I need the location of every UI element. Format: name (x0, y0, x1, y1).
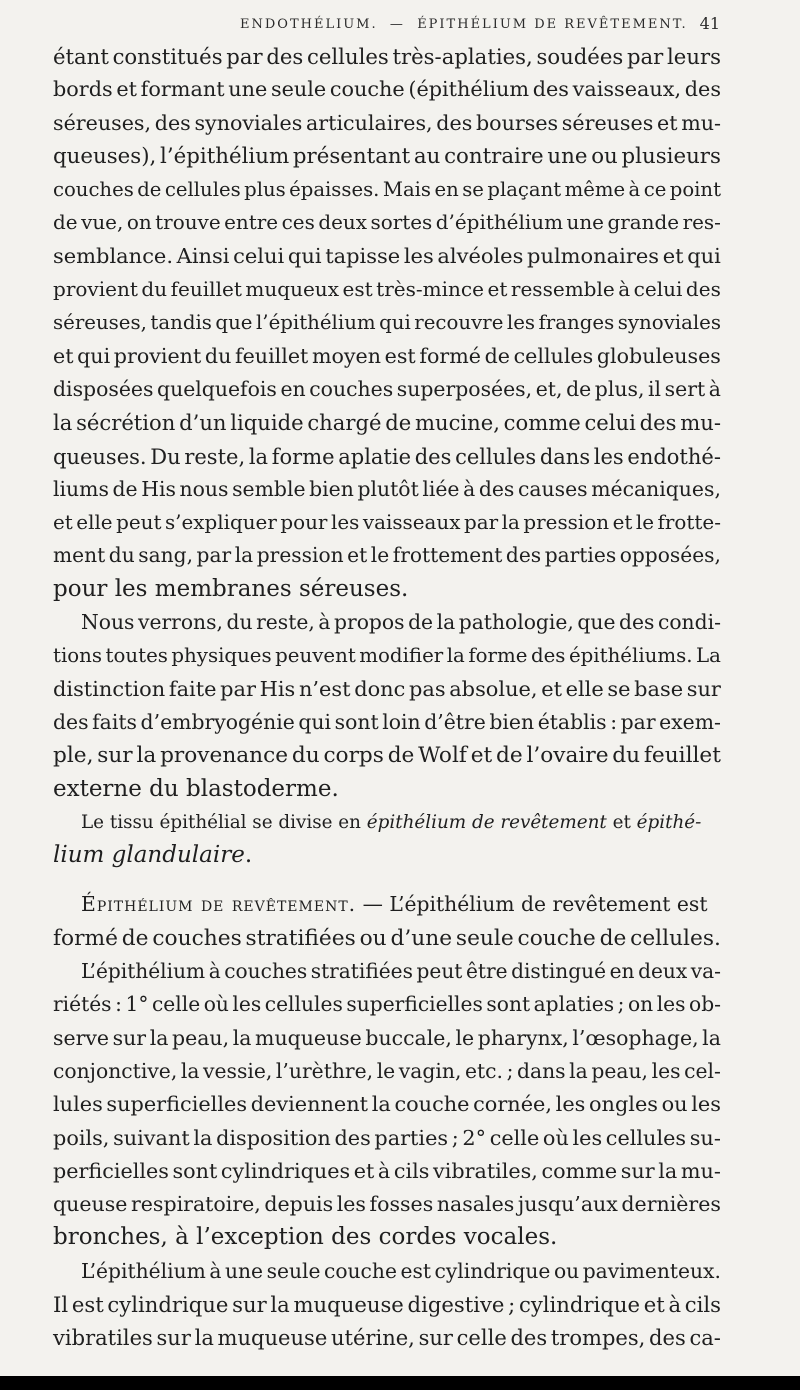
text-line: provient du feuillet muqueux est très-mince et ressemble à celui des (53, 277, 721, 302)
text-line: semblance. Ainsi celui qui tapisse les alvéoles pulmonaires et qui (53, 243, 721, 268)
text-line: et qui provient du feuillet moyen est formé de cellules globuleuses (53, 343, 721, 368)
text-line: bords et formant une seule couche (épithélium des vaisseaux, des (53, 77, 721, 102)
text-line: distinction faite par His n’est donc pas absolue, et elle se base sur (53, 676, 721, 701)
text-line: liums de His nous semble bien plutôt liée à des causes mécaniques, (53, 476, 721, 501)
text-line: de vue, on trouve entre ces deux sortes d’épithélium une grande res- (53, 210, 721, 235)
text-line: ment du sang, par la pression et le frottement des parties opposées, (53, 543, 721, 568)
text-line: la sécrétion d’un liquide chargé de mucine, comme celui des mu- (53, 410, 721, 436)
text-line: vibratiles sur la muqueuse utérine, sur celle des trompes, des ca- (53, 1325, 721, 1351)
text-line: L’épithélium à une seule couche est cylindrique ou pavimenteux. (81, 1258, 721, 1283)
text-line: des faits d’embryogénie qui sont loin d’être bien établis : par exem- (53, 709, 721, 734)
text-line: lules superficielles deviennent la couche cornée, les ongles ou les (53, 1092, 721, 1117)
text-line: séreuses, des synoviales articulaires, des bourses séreuses et mu- (53, 110, 721, 135)
running-head-left: ENDOTHÉLIUM. (240, 17, 378, 32)
text-line: ple, sur la provenance du corps de Wolf et de l’ovaire du feuillet (53, 743, 721, 769)
text-line: étant constitués par des cellules très-aplaties, soudées par leurs (53, 44, 721, 69)
division-paragraph-line: Le tissu épithélial se divise en épithélium de revêtement et épithé- (53, 806, 721, 839)
term-revetement: épithélium de revêtement (366, 811, 607, 833)
running-head-title: ÉPITHÉLIUM DE REVÊTEMENT. (417, 17, 688, 32)
term-glandulaire-part2: lium glandulaire (53, 842, 245, 869)
text-line: perficielles sont cylindriques et à cils vibratiles, comme sur la mu- (53, 1158, 721, 1183)
text-line: disposées quelquefois en couches superposées, et, de plus, il sert à (53, 376, 721, 401)
section-title: Épithélium de revêtement. (81, 892, 357, 917)
section-heading-line (53, 888, 721, 921)
section-dash: — (362, 892, 383, 917)
term-glandulaire-part1: épithé- (636, 811, 702, 833)
text-line: externe du blastoderme. (53, 775, 339, 802)
text-line: Nous verrons, du reste, à propos de la pathologie, que des condi- (81, 610, 721, 635)
text-line: queuses), l’épithélium présentant au contraire une ou plusieurs (53, 143, 721, 169)
running-head-text (240, 17, 688, 33)
scan-bottom-edge (0, 1376, 800, 1390)
text-line: queuse respiratoire, depuis les fosses nasales jusqu’aux dernières (53, 1192, 721, 1217)
section-first-text: L’épithélium de revêtement est (389, 892, 708, 917)
text-line: conjonctive, la vessie, l’urèthre, le vagin, etc. ; dans la peau, les cel- (53, 1058, 721, 1083)
text-line: pour les membranes séreuses. (53, 575, 409, 602)
running-head (240, 14, 720, 33)
text-line: bronches, à l’exception des cordes vocales. (53, 1224, 558, 1251)
text-line: poils, suivant la disposition des parties ; 2° celle où les cellules su- (53, 1125, 721, 1150)
text-line: riétés : 1° celle où les cellules superficielles sont aplaties ; on les ob- (53, 992, 721, 1017)
running-head-dash: — (389, 17, 405, 32)
body-text (53, 40, 721, 1355)
text-line: queuses. Du reste, la forme aplatie des cellules dans les endothé- (53, 443, 721, 469)
text-line: serve sur la peau, la muqueuse buccale, le pharynx, l’œsophage, la (53, 1025, 721, 1050)
text-line: Il est cylindrique sur la muqueuse digestive ; cylindrique et à cils (53, 1291, 721, 1317)
page-number: 41 (699, 14, 720, 33)
text-line: tions toutes physiques peuvent modifier la forme des épithéliums. La (53, 644, 721, 668)
text-line: formé de couches stratifiées ou d’une seule couche de cellules. (53, 925, 721, 951)
text-line: couches de cellules plus épaisses. Mais en se plaçant même à ce point (53, 178, 721, 202)
division-paragraph-line: lium glandulaire . (53, 839, 721, 872)
text-line: et elle peut s’expliquer pour les vaisseaux par la pression et le frotte- (53, 511, 721, 535)
text-line: L’épithélium à couches stratifiées peut être distingué en deux va- (81, 959, 721, 984)
text-line: séreuses, tandis que l’épithélium qui recouvre les franges synoviales (53, 311, 721, 335)
